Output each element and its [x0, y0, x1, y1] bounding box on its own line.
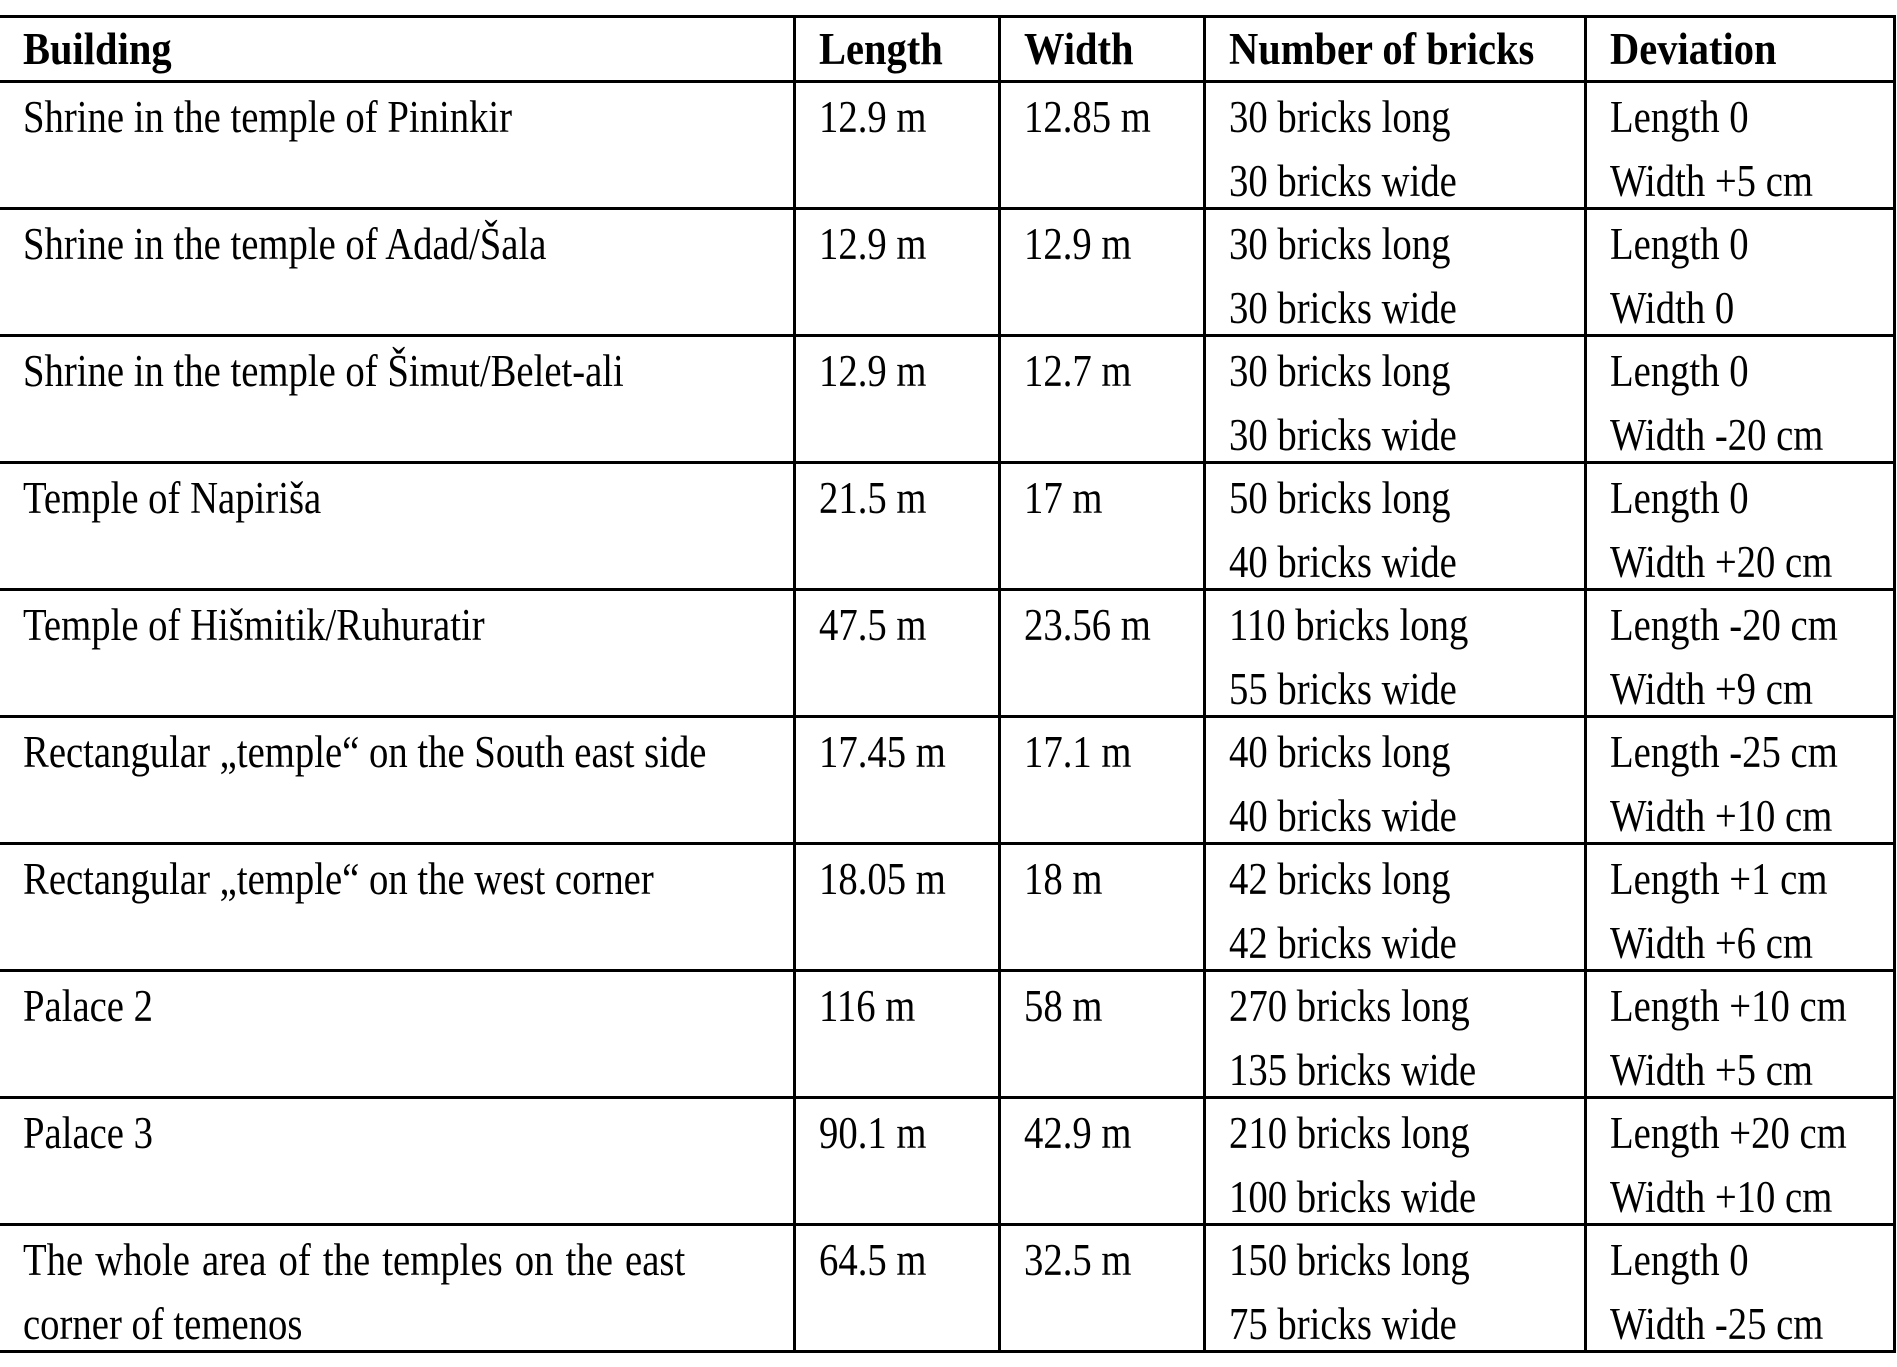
cell-length: 116 m: [819, 981, 916, 1031]
cell-building: Shrine in the temple of Pininkir: [23, 92, 513, 142]
cell-length: 90.1 m: [819, 1108, 927, 1158]
cell-width: 18 m: [1024, 854, 1103, 904]
cell-width: 42.9 m: [1024, 1108, 1132, 1158]
cell-bricks: 30 bricks long 30 bricks wide: [1229, 219, 1457, 333]
cell-deviation: Length 0 Width +20 cm: [1610, 473, 1833, 587]
cell-width: 12.9 m: [1024, 219, 1132, 269]
cell-deviation: Length 0 Width +5 cm: [1610, 92, 1813, 206]
cell-width: 58 m: [1024, 981, 1103, 1031]
cell-deviation: Length +20 cm Width +10 cm: [1610, 1108, 1847, 1222]
cell-length: 18.05 m: [819, 854, 946, 904]
cell-bricks: 110 bricks long 55 bricks wide: [1229, 600, 1469, 714]
cell-width: 23.56 m: [1024, 600, 1151, 650]
cell-width: 17.1 m: [1024, 727, 1132, 777]
header-number-of-bricks: Number of bricks: [1229, 24, 1535, 74]
cell-building: Rectangular „temple“ on the west corner: [23, 854, 654, 904]
cell-building: Temple of Napiriša: [23, 473, 322, 523]
cell-bricks: 270 bricks long 135 bricks wide: [1229, 981, 1477, 1095]
cell-length: 12.9 m: [819, 219, 927, 269]
cell-building: The whole area of the temples on the east corner of temenos: [23, 1235, 686, 1349]
cell-building: Shrine in the temple of Šimut/Belet-ali: [23, 346, 624, 396]
cell-width: 32.5 m: [1024, 1235, 1132, 1285]
cell-length: 21.5 m: [819, 473, 927, 523]
header-building: Building: [23, 24, 172, 74]
cell-bricks: 30 bricks long 30 bricks wide: [1229, 346, 1457, 460]
header-length: Length: [819, 24, 943, 74]
cell-building: Temple of Hišmitik/Ruhuratir: [23, 600, 485, 650]
cell-bricks: 150 bricks long 75 bricks wide: [1229, 1235, 1470, 1349]
cell-building: Palace 2: [23, 981, 154, 1031]
cell-length: 17.45 m: [819, 727, 946, 777]
cell-length: 12.9 m: [819, 92, 927, 142]
cell-building: Rectangular „temple“ on the South east side: [23, 727, 707, 777]
cell-length: 64.5 m: [819, 1235, 927, 1285]
cell-width: 12.7 m: [1024, 346, 1132, 396]
cell-length: 12.9 m: [819, 346, 927, 396]
cell-width: 17 m: [1024, 473, 1103, 523]
cell-deviation: Length +10 cm Width +5 cm: [1610, 981, 1847, 1095]
cell-bricks: 40 bricks long 40 bricks wide: [1229, 727, 1457, 841]
table-right-rule: [1893, 15, 1896, 1352]
cell-building: Palace 3: [23, 1108, 154, 1158]
cell-bricks: 210 bricks long 100 bricks wide: [1229, 1108, 1477, 1222]
header-deviation: Deviation: [1610, 24, 1777, 74]
cell-deviation: Length 0 Width -25 cm: [1610, 1235, 1824, 1349]
cell-width: 12.85 m: [1024, 92, 1151, 142]
cell-length: 47.5 m: [819, 600, 927, 650]
cell-bricks: 30 bricks long 30 bricks wide: [1229, 92, 1457, 206]
cell-deviation: Length -20 cm Width +9 cm: [1610, 600, 1838, 714]
cell-building: Shrine in the temple of Adad/Šala: [23, 219, 547, 269]
cell-bricks: 50 bricks long 40 bricks wide: [1229, 473, 1457, 587]
header-width: Width: [1024, 24, 1134, 74]
cell-bricks: 42 bricks long 42 bricks wide: [1229, 854, 1457, 968]
cell-deviation: Length +1 cm Width +6 cm: [1610, 854, 1828, 968]
cell-deviation: Length 0 Width -20 cm: [1610, 346, 1824, 460]
cell-deviation: Length -25 cm Width +10 cm: [1610, 727, 1838, 841]
cell-deviation: Length 0 Width 0: [1610, 219, 1749, 333]
